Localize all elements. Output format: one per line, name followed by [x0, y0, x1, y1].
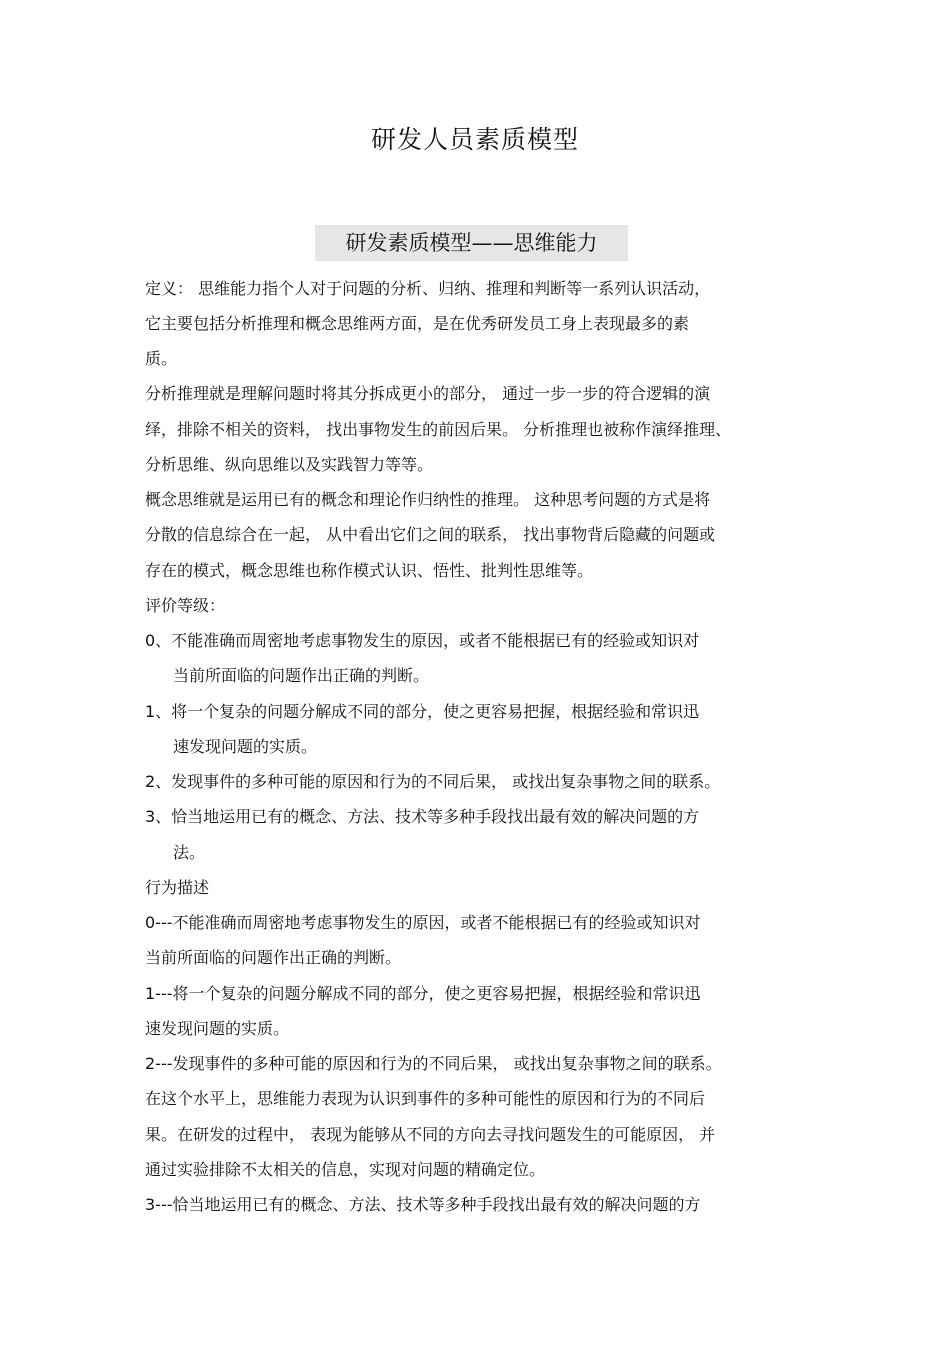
text-line: 概念思维就是运用已有的概念和理论作归纳性的推理。 这种思考问题的方式是将 — [145, 490, 711, 509]
text-line: 果。在研发的过程中， 表现为能够从不同的方向去寻找问题发生的可能原因， 并 — [145, 1125, 716, 1144]
list-item-continuation: 法。 — [173, 843, 206, 862]
text-line: 0---不能准确而周密地考虑事物发生的原因，或者不能根据已有的经验或知识对 — [145, 913, 701, 932]
list-item: 0、不能准确而周密地考虑事物发生的原因，或者不能根据已有的经验或知识对 — [145, 631, 700, 650]
text-line: 2---发现事件的多种可能的原因和行为的不同后果， 或找出复杂事物之间的联系。 — [145, 1054, 722, 1073]
text-line: 绎，排除不相关的资料， 找出事物发生的前因后果。 分析推理也被称作演绎推理、 — [145, 420, 732, 439]
text-line: 存在的模式，概念思维也称作模式认识、悟性、批判性思维等。 — [145, 561, 594, 580]
text-line: 通过实验排除不太相关的信息，实现对问题的精确定位。 — [145, 1160, 546, 1179]
list-item-continuation: 速发现问题的实质。 — [173, 737, 318, 756]
list-item: 3、恰当地运用已有的概念、方法、技术等多种手段找出最有效的解决问题的方 — [145, 807, 700, 826]
text-line: 在这个水平上，思维能力表现为认识到事件的多种可能性的原因和行为的不同后 — [145, 1089, 706, 1108]
page-title: 研发人员素质模型 — [370, 125, 579, 154]
text-line: 质。 — [145, 349, 178, 368]
text-line: 行为描述 — [145, 878, 210, 897]
text-line: 1---将一个复杂的问题分解成不同的部分，使之更容易把握，根据经验和常识迅 — [145, 984, 701, 1003]
text-line: 当前所面临的问题作出正确的判断。 — [145, 948, 402, 967]
text-line: 分析思维、纵向思维以及实践智力等等。 — [145, 455, 434, 474]
text-line: 分散的信息综合在一起， 从中看出它们之间的联系， 找出事物背后隐藏的问题或 — [145, 525, 716, 544]
text-line: 评价等级： — [145, 596, 226, 615]
list-item: 1、将一个复杂的问题分解成不同的部分，使之更容易把握，根据经验和常识迅 — [145, 702, 700, 721]
text-line: 3---恰当地运用已有的概念、方法、技术等多种手段找出最有效的解决问题的方 — [145, 1195, 701, 1214]
text-line: 定义： 思维能力指个人对于问题的分析、归纳、推理和判断等一系列认识活动， — [145, 279, 711, 298]
text-line: 它主要包括分析推理和概念思维两方面，是在优秀研发员工身上表现最多的素 — [145, 314, 690, 333]
list-item: 2、发现事件的多种可能的原因和行为的不同后果， 或找出复杂事物之间的联系。 — [145, 772, 721, 791]
text-line: 分析推理就是理解问题时将其分拆成更小的部分， 通过一步一步的符合逻辑的演 — [145, 384, 711, 403]
text-line: 速发现问题的实质。 — [145, 1019, 290, 1038]
section-heading: 研发素质模型——思维能力 — [315, 225, 628, 261]
list-item-continuation: 当前所面临的问题作出正确的判断。 — [173, 666, 430, 685]
